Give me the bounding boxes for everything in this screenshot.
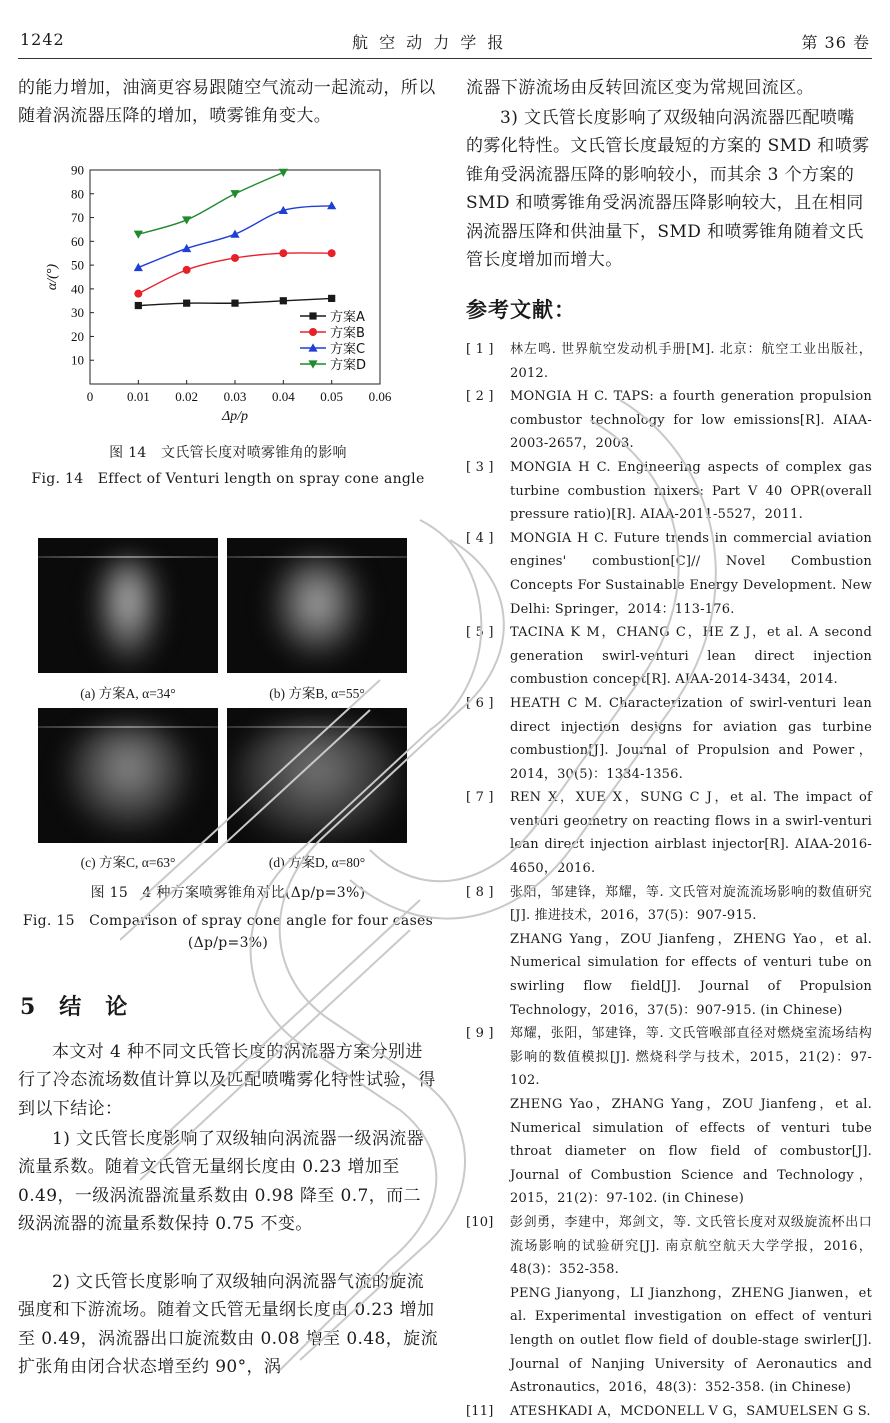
fig15-subcaption-c: (c) 方案C, α=63°	[80, 855, 176, 870]
legend-label: 方案B	[330, 326, 365, 341]
reference-number: [11]	[466, 1403, 494, 1419]
spray-photo-d	[227, 708, 407, 843]
data-point	[279, 169, 288, 177]
reference-item	[466, 621, 872, 692]
reference-item	[466, 456, 872, 527]
reference-number: [ 3 ]	[466, 459, 494, 475]
reference-text: MONGIA H C. Engineering aspects of complex gas turbine combustion mixers: Part V 40 OPR(overall pressure ratio)[R]. AIAA-2011-5527，2011.	[510, 459, 872, 523]
fig15-caption-en: Fig. 15 Comparison of spray cone angle for four cases	[22, 913, 434, 929]
legend-label: 方案A	[330, 310, 365, 325]
y-tick-label: 90	[71, 162, 84, 178]
y-tick-label: 10	[71, 352, 84, 368]
section-title: 5 结 论	[20, 994, 129, 1020]
reference-text: HEATH C M. Characterization of swirl-venturi lean direct injection designs for aviation gas turbine combustion[J]. Journal of Propulsion and Power，2014，30(5)：1334-1356.	[510, 695, 872, 782]
reference-text: MONGIA H C. Future trends in commercial aviation engines' combustion[C]// Novel Combustion Concepts For Sustainable Energy Development. New Delhi: Springer，2014：113-176.	[510, 530, 872, 617]
reference-text: TACINA K M，CHANG C，HE Z J，et al. A second generation swirl-venturi lean direct injection combustion concept[R]. AIAA-2014-3434，2014.	[510, 625, 872, 688]
reference-text: 林左鸣. 世界航空发动机手册[M]. 北京：航空工业出版社，2012.	[510, 342, 872, 381]
y-tick-label: 60	[71, 233, 84, 249]
data-point	[309, 328, 317, 336]
data-point	[231, 300, 238, 307]
data-point	[230, 230, 239, 238]
y-tick-label: 70	[71, 210, 84, 226]
spray-photo-c	[38, 708, 218, 843]
fig14-caption-en: Fig. 14 Effect of Venturi length on spray cone angle	[31, 471, 425, 487]
reference-number: [ 8 ]	[466, 884, 494, 900]
reference-item	[466, 881, 872, 1023]
x-tick-label: 0.06	[368, 389, 392, 404]
data-point	[328, 249, 336, 257]
reference-text: 张阳，邹建锋，郑耀，等. 文氏管对旋流流场影响的数值研究[J]. 推进技术，2016，37(5)：907-915. ZHANG Yang，ZOU Jianfeng，ZHENG Yao，et al. Numerical simulation for effects of venturi tube on swirling flow field[J]. Journal of Propulsion Technology，2016，37(5)：907-915. (in Chinese)	[510, 881, 872, 1023]
reference-text: 郑耀，张阳，邹建锋，等. 文氏管喉部直径对燃烧室流场结构影响的数值模拟[J]. 燃烧科学与技术，2015，21(2)：97-102. ZHENG Yao，ZHANG Yang，ZOU Jianfeng，et al. Numerical simulation of effects of venturi tube throat diameter on flow field of combustor[J]. Journal of Combustion Science and Technology，2015，21(2)：97-102. (in Chinese)	[510, 1022, 872, 1211]
data-point	[134, 231, 143, 239]
data-point	[182, 216, 191, 224]
data-point	[183, 266, 191, 274]
data-point	[134, 263, 143, 271]
reference-number: [ 5 ]	[466, 625, 494, 641]
journal-title: 航 空 动 力 学 报	[352, 33, 507, 52]
conclusion-2: 2) 文氏管长度影响了双级轴向涡流器气流的旋流强度和下游流场。随着文氏管无量纲长度由 0.23 增加至 0.49，涡流器出口旋流数由 0.08 增至 0.48，旋流扩张角由闭合状态增至约 90°，涡	[18, 1272, 438, 1378]
reference-item	[466, 692, 872, 786]
x-tick-label: 0.04	[271, 389, 295, 404]
x-tick-label: 0	[86, 389, 94, 404]
data-point	[309, 312, 316, 319]
reference-text-en: ZHENG Yao，ZHANG Yang，ZOU Jianfeng，et al. Numerical simulation of effects of venturi tube throat diameter on flow field of combustor[J]. Journal of Combustion Science and Technology，2015，21(2)：97-102. (in Chinese)	[510, 1097, 872, 1207]
reference-text-en: ZHANG Yang，ZOU Jianfeng，ZHENG Yao，et al. Numerical simulation for effects of venturi tube on swirling flow field[J]. Journal of Propulsion Technology，2016，37(5)：907-915. (in Chinese)	[510, 931, 872, 1018]
reference-number: [ 6 ]	[466, 695, 494, 711]
reference-text: MONGIA H C. TAPS: a fourth generation propulsion combustor technology for low emissions[R]. AIAA-2003-2657，2003.	[510, 389, 872, 452]
fig15-caption-cn: 图 15 4 种方案喷雾锥角对比(Δp/p=3%)	[90, 885, 366, 901]
fig15-caption-en-cont: (Δp/p=3%)	[187, 935, 269, 951]
volume-label: 第 36 卷	[801, 33, 870, 52]
spray-photo-a	[38, 538, 218, 673]
conclusion-intro: 本文对 4 种不同文氏管长度的涡流器方案分别进行了冷态流场数值计算以及匹配喷嘴雾化特性试验，得到以下结论：	[18, 1042, 436, 1119]
x-tick-label: 0.02	[175, 389, 199, 404]
reference-number: [ 7 ]	[466, 790, 494, 806]
reference-item	[466, 1211, 872, 1400]
spray-cone-angle-chart	[38, 158, 398, 428]
data-point	[279, 249, 287, 257]
conclusion-3: 3) 文氏管长度影响了双级轴向涡流器匹配喷嘴的雾化特性。文氏管长度最短的方案的 SMD 和喷雾锥角受涡流器压降的影响较小，而其余 3 个方案的 SMD 和喷雾锥角受涡流器压降影响较大，且在相同涡流器压降和供油量下，SMD 和喷雾锥角随着文氏管长度增加而增大。	[466, 108, 870, 271]
reference-number: [ 2 ]	[466, 389, 494, 405]
conclusion-1: 1) 文氏管长度影响了双级轴向涡流器一级涡流器流量系数。随着文氏管无量纲长度由 0.23 增加至 0.49，一级涡流器流量系数由 0.98 降至 0.7，而二级涡流器的流量系数保持 0.75 不变。	[18, 1129, 425, 1235]
reference-text: 彭剑勇，李建中，郑剑文，等. 文氏管长度对双级旋流杯出口流场影响的试验研究[J]. 南京航空航天大学学报，2016，48(3)：352-358. PENG Jianyong，LI Jianzhong，ZHENG Jianwen，et al. Experimental investigation on effect of venturi length on outlet flow field of double-stage swirler[J]. Journal of Nanjing University of Aeronautics and Astronautics，2016，48(3)：352-358. (in Chinese)	[510, 1211, 872, 1400]
spray-photo-b	[227, 538, 407, 673]
reference-item	[466, 527, 872, 621]
reference-item	[466, 385, 872, 456]
fig15-subcaption-d: (d) 方案D, α=80°	[268, 855, 366, 870]
x-axis-label: Δp/p	[221, 409, 249, 424]
reference-text: REN X，XUE X，SUNG C J，et al. The impact of venturi geometry on reacting flows in a swirl-venturi lean direct injection airblast injector[R]. AIAA-2016-4650，2016.	[510, 790, 872, 877]
reference-number: [ 4 ]	[466, 530, 494, 546]
data-point	[135, 302, 142, 309]
reference-item	[466, 1400, 872, 1423]
data-point	[327, 201, 336, 209]
fig15-subcaption-a: (a) 方案A, α=34°	[80, 686, 176, 701]
y-tick-label: 80	[71, 186, 84, 202]
data-point	[280, 297, 287, 304]
paragraph-cont-right: 流器下游流场由反转回流区变为常规回流区。	[466, 78, 814, 98]
y-axis-label: α/(°)	[45, 263, 60, 291]
legend-label: 方案D	[330, 358, 367, 373]
y-tick-label: 30	[71, 305, 84, 321]
data-point	[134, 290, 142, 298]
reference-number: [ 9 ]	[466, 1026, 494, 1042]
reference-list	[466, 338, 872, 1423]
y-tick-label: 40	[71, 281, 84, 297]
data-point	[328, 295, 335, 302]
legend-label: 方案C	[330, 342, 366, 357]
header-rule	[18, 58, 872, 59]
x-tick-label: 0.05	[320, 389, 344, 404]
fig15-subcaption-b: (b) 方案B, α=55°	[269, 686, 365, 701]
y-tick-label: 20	[71, 328, 84, 344]
data-point	[183, 300, 190, 307]
data-point	[231, 254, 239, 262]
references-title: 参考文献：	[466, 297, 576, 322]
reference-number: [ 1 ]	[466, 342, 494, 357]
data-point	[230, 190, 239, 198]
page-number: 1242	[20, 30, 65, 49]
series-line	[138, 172, 283, 234]
x-tick-label: 0.01	[126, 389, 150, 404]
y-tick-label: 50	[71, 257, 84, 273]
reference-number: [10]	[466, 1214, 494, 1230]
fig14-caption-cn: 图 14 文氏管长度对喷雾锥角的影响	[109, 445, 347, 461]
reference-item	[466, 338, 872, 385]
x-tick-label: 0.03	[223, 389, 247, 404]
reference-text: ATESHKADI A，MCDONELL V G，SAMUELSEN G S.	[510, 1403, 871, 1419]
reference-item	[466, 786, 872, 880]
reference-text-en: PENG Jianyong，LI Jianzhong，ZHENG Jianwen，et al. Experimental investigation on effect of venturi length on outlet flow field of double-stage swirler[J]. Journal of Nanjing University of Aeronautics and Astronautics，2016，48(3)：352-358. (in Chinese)	[510, 1285, 872, 1396]
reference-item	[466, 1022, 872, 1211]
paragraph-top-left: 的能力增加，油滴更容易跟随空气流动一起流动，所以随着涡流器压降的增加，喷雾锥角变大。	[18, 78, 436, 127]
